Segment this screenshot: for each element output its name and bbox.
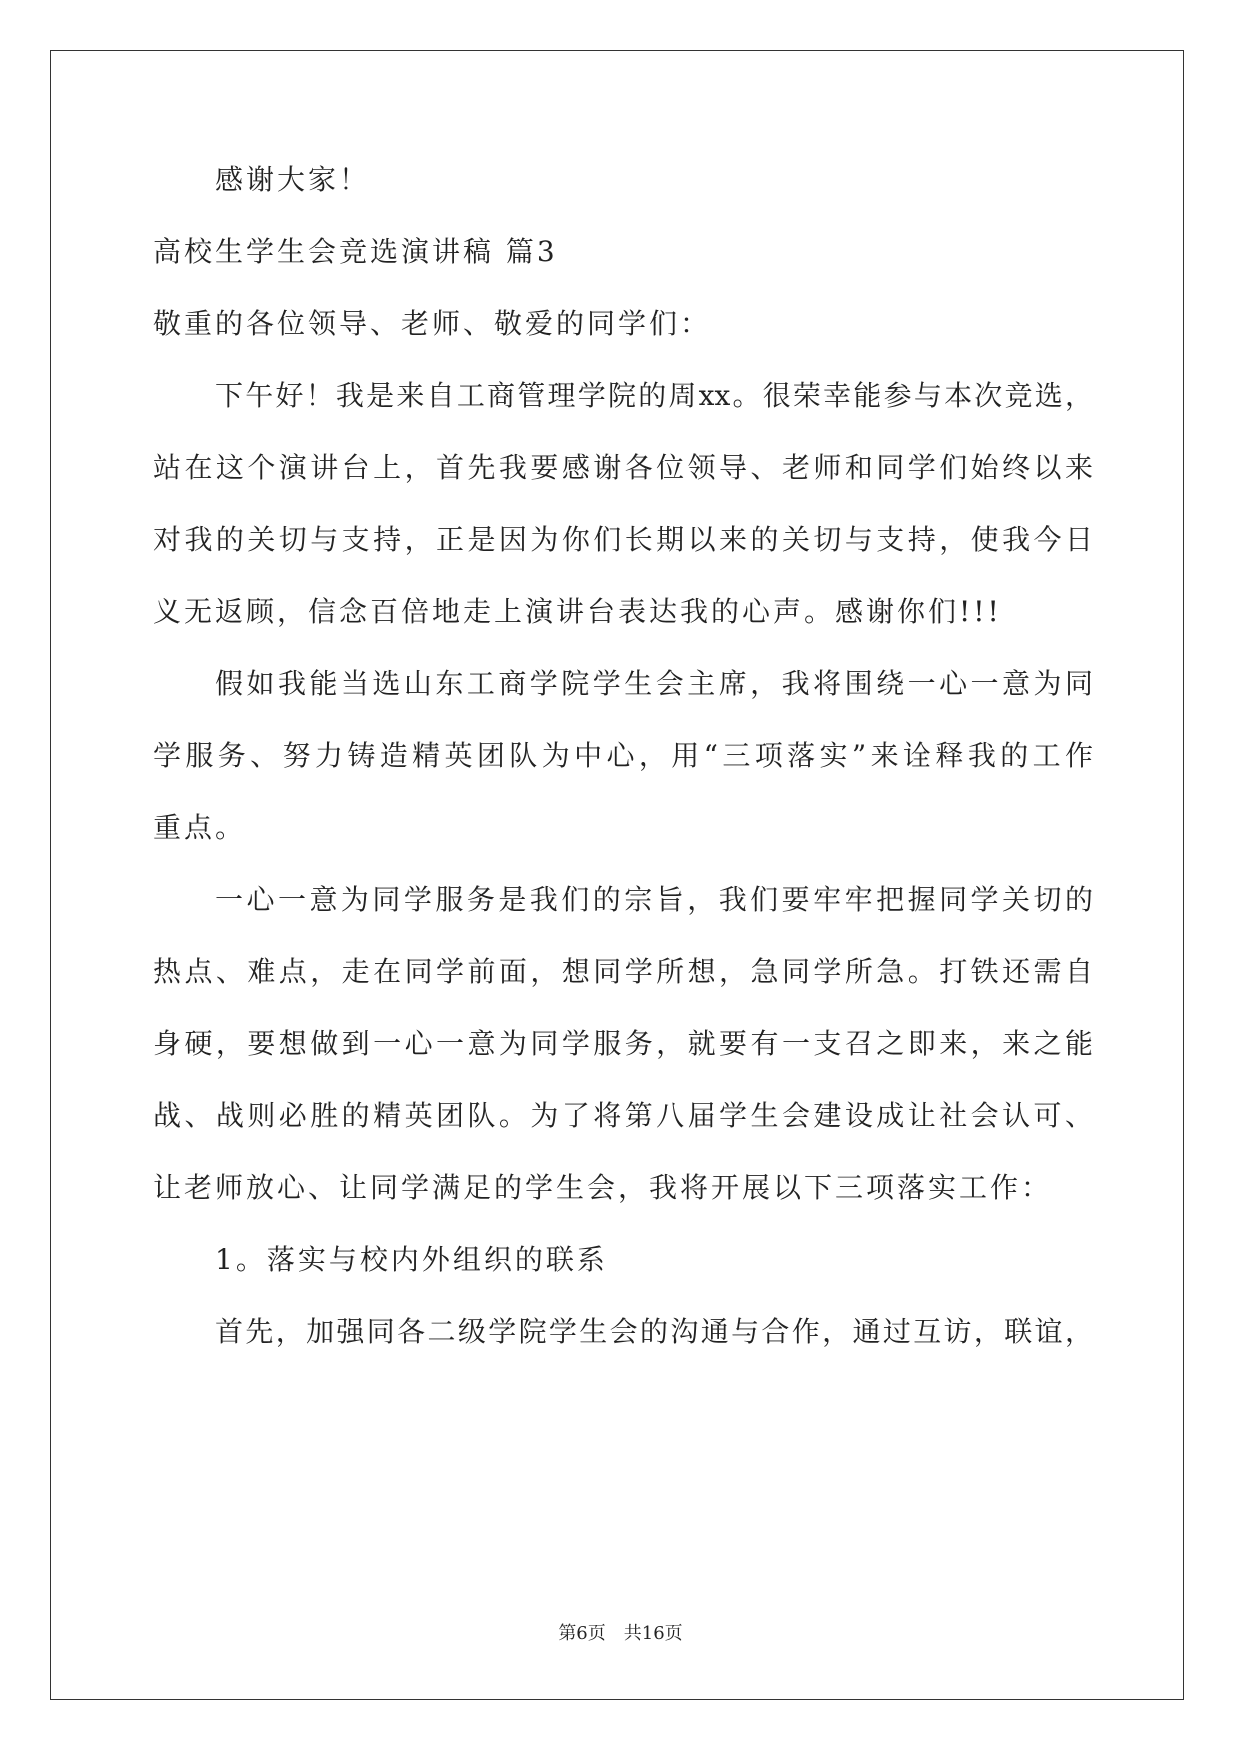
paragraph-line: 下午好！我是来自工商管理学院的周xx。很荣幸能参与本次竞选，	[215, 379, 1093, 412]
page-border	[50, 50, 1184, 1700]
paragraph-line: 重点。	[153, 811, 247, 844]
paragraph-line: 站在这个演讲台上，首先我要感谢各位领导、老师和同学们始终以来	[153, 451, 1093, 484]
paragraph-line: 对我的关切与支持，正是因为你们长期以来的关切与支持，使我今日	[153, 523, 1093, 556]
closing-line: 感谢大家！	[215, 163, 371, 196]
paragraph-line: 热点、难点，走在同学前面，想同学所想，急同学所急。打铁还需自	[153, 955, 1093, 988]
salutation: 敬重的各位领导、老师、敬爱的同学们：	[153, 307, 712, 340]
paragraph-line: 身硬，要想做到一心一意为同学服务，就要有一支召之即来，来之能	[153, 1027, 1093, 1060]
list-item-heading: 1。落实与校内外组织的联系	[215, 1243, 608, 1276]
paragraph-line: 义无返顾，信念百倍地走上演讲台表达我的心声。感谢你们!!!	[153, 595, 1002, 628]
paragraph-line: 学服务、努力铸造精英团队为中心，用“三项落实”来诠释我的工作	[153, 739, 1093, 772]
page-footer: 第6页 共16页	[558, 1623, 683, 1644]
section-heading: 高校生学生会竞选演讲稿 篇3	[153, 235, 558, 268]
paragraph-line: 假如我能当选山东工商学院学生会主席，我将围绕一心一意为同	[215, 667, 1093, 700]
paragraph-line: 让老师放心、让同学满足的学生会，我将开展以下三项落实工作：	[153, 1171, 1053, 1204]
paragraph-line: 战、战则必胜的精英团队。为了将第八届学生会建设成让社会认可、	[153, 1099, 1093, 1132]
paragraph-line: 首先，加强同各二级学院学生会的沟通与合作，通过互访，联谊，	[215, 1315, 1093, 1348]
paragraph-line: 一心一意为同学服务是我们的宗旨，我们要牢牢把握同学关切的	[215, 883, 1093, 916]
